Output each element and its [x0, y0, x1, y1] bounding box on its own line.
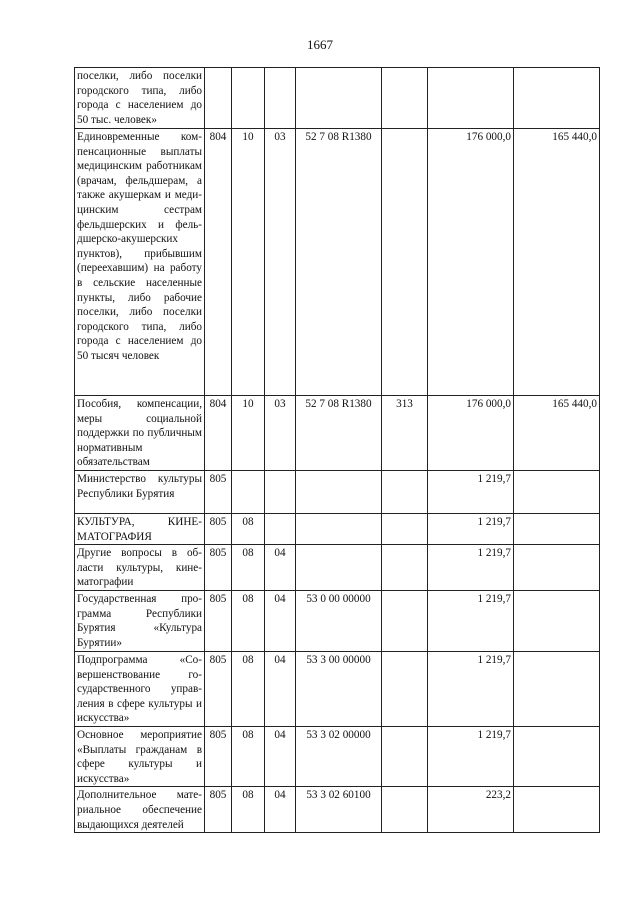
- ved-code-cell: 805: [205, 545, 232, 591]
- ved-code-cell: 804: [205, 396, 232, 471]
- row-name-cell: Единовременные компенсационные выплаты медицинским работникам (врачам, фельдшерам, а также акушеркам и медицинским сестрам фельдшерских и фельдшерско-акушерских пунктов), прибывшим (переехавшим) на работу в сельские населенные пункты, либо рабочие поселки, либо поселки городского типа, либо города с населением до 50 тысяч человек: [75, 129, 205, 396]
- row-name-cell: поселки, либо поселки городского типа, либо города с населением до 50 тыс. человек»: [75, 68, 205, 129]
- ved-code-cell: 804: [205, 129, 232, 396]
- expense-type-cell: [382, 514, 428, 545]
- ved-code-cell: 805: [205, 514, 232, 545]
- subsection-code-cell: 03: [265, 129, 296, 396]
- ved-code-cell: 805: [205, 590, 232, 651]
- table-row: [75, 651, 600, 726]
- table-row: [75, 471, 600, 514]
- subsection-code-cell: 04: [265, 651, 296, 726]
- amount-second-cell: [514, 68, 600, 129]
- amount-second-cell: [514, 726, 600, 786]
- target-article-cell: 53 3 02 00000: [296, 726, 382, 786]
- row-name-cell: Дополнительное материальное обеспечение выдающихся деятелей: [75, 787, 205, 833]
- expense-type-cell: [382, 590, 428, 651]
- target-article-cell: 52 7 08 R1380: [296, 396, 382, 471]
- amount-first-cell: 1 219,7: [428, 590, 514, 651]
- budget-table: [74, 67, 600, 833]
- amount-second-cell: [514, 651, 600, 726]
- amount-first-cell: 1 219,7: [428, 514, 514, 545]
- expense-type-cell: [382, 651, 428, 726]
- target-article-cell: 53 3 02 60100: [296, 787, 382, 833]
- ved-code-cell: 805: [205, 787, 232, 833]
- page-number: 1667: [307, 37, 333, 52]
- amount-second-cell: [514, 545, 600, 591]
- ved-code-cell: 805: [205, 471, 232, 514]
- row-name-cell: Пособия, компенсации, меры социальной поддержки по публичным нормативным обязательствам: [75, 396, 205, 471]
- subsection-code-cell: [265, 514, 296, 545]
- target-article-cell: [296, 545, 382, 591]
- amount-second-cell: [514, 787, 600, 833]
- expense-type-cell: [382, 726, 428, 786]
- section-code-cell: 08: [232, 787, 265, 833]
- expense-type-cell: [382, 545, 428, 591]
- row-name-cell: Министерство культуры Республики Бурятия: [75, 471, 205, 514]
- section-code-cell: 08: [232, 590, 265, 651]
- expense-type-cell: [382, 68, 428, 129]
- row-name-cell: Основное мероприятие «Выплаты гражданам в сфере культуры и искусства»: [75, 726, 205, 786]
- amount-second-cell: 165 440,0: [514, 129, 600, 396]
- amount-first-cell: 1 219,7: [428, 726, 514, 786]
- subsection-code-cell: [265, 471, 296, 514]
- amount-first-cell: [428, 68, 514, 129]
- expense-type-cell: 313: [382, 396, 428, 471]
- amount-second-cell: [514, 590, 600, 651]
- section-code-cell: [232, 68, 265, 129]
- subsection-code-cell: 03: [265, 396, 296, 471]
- target-article-cell: [296, 471, 382, 514]
- amount-first-cell: 1 219,7: [428, 545, 514, 591]
- ved-code-cell: 805: [205, 651, 232, 726]
- table-row: [75, 129, 600, 396]
- section-code-cell: 08: [232, 545, 265, 591]
- amount-second-cell: [514, 514, 600, 545]
- table-row: [75, 590, 600, 651]
- table-row: [75, 514, 600, 545]
- amount-first-cell: 1 219,7: [428, 651, 514, 726]
- subsection-code-cell: 04: [265, 787, 296, 833]
- subsection-code-cell: 04: [265, 590, 296, 651]
- target-article-cell: [296, 514, 382, 545]
- ved-code-cell: 805: [205, 726, 232, 786]
- expense-type-cell: [382, 471, 428, 514]
- amount-first-cell: 176 000,0: [428, 396, 514, 471]
- amount-first-cell: 176 000,0: [428, 129, 514, 396]
- table-row: [75, 396, 600, 471]
- amount-second-cell: [514, 471, 600, 514]
- subsection-code-cell: 04: [265, 726, 296, 786]
- expense-type-cell: [382, 787, 428, 833]
- section-code-cell: 08: [232, 514, 265, 545]
- row-name-cell: Подпрограмма «Совершенствование государственного управления в сфере культуры и искусства»: [75, 651, 205, 726]
- table-body: [75, 68, 600, 833]
- target-article-cell: [296, 68, 382, 129]
- row-name-cell: Государственная программа Республики Бурятия «Культура Бурятии»: [75, 590, 205, 651]
- expense-type-cell: [382, 129, 428, 396]
- row-name-cell: Другие вопросы в области культуры, кинематографии: [75, 545, 205, 591]
- subsection-code-cell: 04: [265, 545, 296, 591]
- section-code-cell: 10: [232, 396, 265, 471]
- amount-first-cell: 223,2: [428, 787, 514, 833]
- row-name-cell: КУЛЬТУРА, КИНЕМАТОГРАФИЯ: [75, 514, 205, 545]
- target-article-cell: 53 0 00 00000: [296, 590, 382, 651]
- target-article-cell: 52 7 08 R1380: [296, 129, 382, 396]
- amount-first-cell: 1 219,7: [428, 471, 514, 514]
- subsection-code-cell: [265, 68, 296, 129]
- section-code-cell: 08: [232, 726, 265, 786]
- section-code-cell: [232, 471, 265, 514]
- table-row: [75, 787, 600, 833]
- target-article-cell: 53 3 00 00000: [296, 651, 382, 726]
- amount-second-cell: 165 440,0: [514, 396, 600, 471]
- section-code-cell: 08: [232, 651, 265, 726]
- table-row: [75, 68, 600, 129]
- table-row: [75, 726, 600, 786]
- section-code-cell: 10: [232, 129, 265, 396]
- table-row: [75, 545, 600, 591]
- ved-code-cell: [205, 68, 232, 129]
